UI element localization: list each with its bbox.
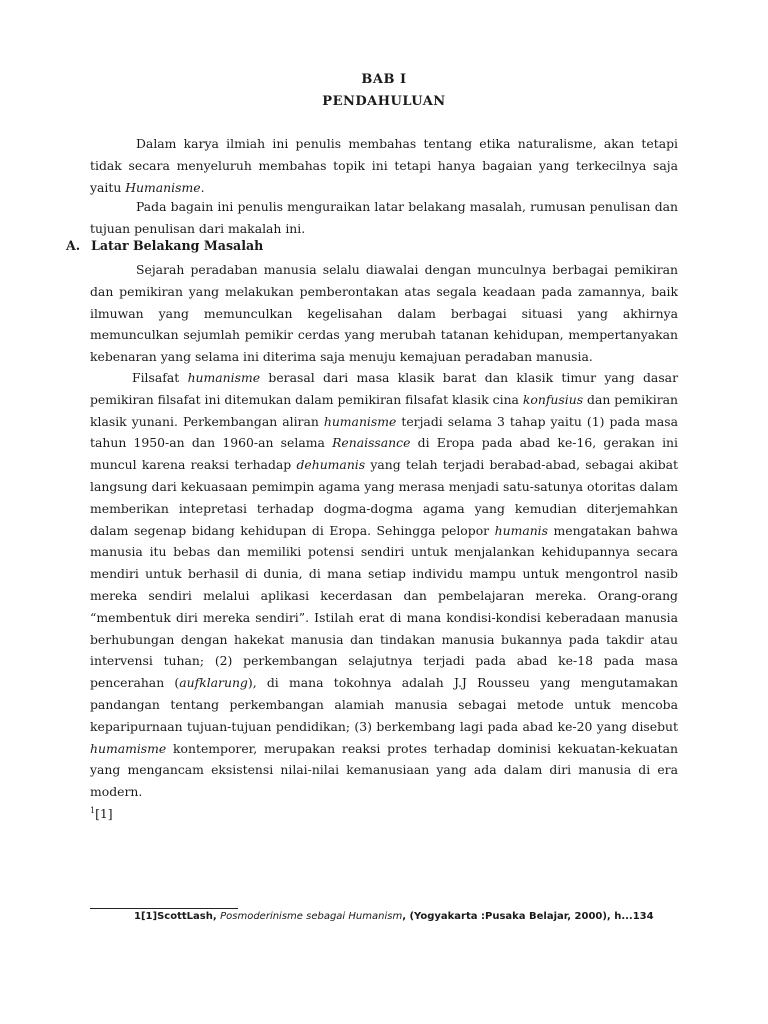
intro-p1-text: Dalam karya ilmiah ini penulis membahas tentang etika naturalisme, akan tetapi tidak secara menyeluruh membahas topik ini tetapi hanya bagaian yang terkecilnya saja yaitu (90, 136, 678, 195)
intro-p1-italic: Humanisme (125, 179, 201, 195)
italic-term: humanisme (187, 370, 261, 385)
italic-term: dehumanis (296, 457, 366, 473)
text-run: di Eropa pada abad ke-16, gerakan ini muncul karena reaksi terhadap (90, 435, 679, 473)
footnote-publication: , (Yogyakarta :Pusaka Belajar, 2000), h...134 (402, 911, 654, 922)
footnote-separator (90, 908, 238, 909)
text-run: terjadi selama 3 tahap yaitu (1) pada masa tahun 1950-an dan 1960-an selama (90, 413, 678, 451)
italic-term: aufklarung (179, 675, 248, 691)
intro-p1-end: . (200, 179, 205, 195)
chapter-title: PENDAHULUAN (322, 94, 446, 109)
section-letter: A. (66, 238, 81, 253)
italic-term: konfusius (522, 391, 584, 407)
intro-paragraph-2: Pada bagain ini penulis menguraikan latar belakang masalah, rumusan penulisan dan tujuan penulisan dari makalah ini. (90, 199, 678, 236)
footnote-number: 1 (134, 911, 141, 922)
footnote-title: Posmoderinisme sebagai Humanism (220, 911, 403, 922)
section-heading (66, 238, 263, 253)
text-run: mengatakan bahwa manusia itu bebas dan memiliki potensi sendiri untuk menjalankan kehidupannya secara mendiri untuk berhasil di dunia, di mana setiap individu mampu untuk mengontrol nasib mereka sendiri melalui aplikasi kecerdasan dan pembelajaran mereka. Orang-orang “membentuk diri mereka sendiri”. Istilah erat di mana kondisi-kondisi keberadaan manusia berhubungan dengan hakekat manusia dan tindakan manusia bukannya pada takdir atau intervensi tuhan; (2) perkembangan selajutnya terjadi pada abad ke-18 pada masa pencerahan ( (90, 522, 678, 691)
section-paragraph-2 (90, 367, 678, 825)
text-run: dan pemikiran klasik yunani. Perkembangan aliran (90, 391, 678, 429)
section-label: Latar Belakang Masalah (91, 238, 264, 253)
text-run: yang telah terjadi berabad-abad, sebagai akibat langsung dari kekuasaan pemimpin agama yang merasa menjadi satu-satunya otoritas dalam memberikan intepretasi terhadap dogma-dogma agama yang kemudian diterjemahkan dalam segenap bidang kehidupan di Eropa. Sehingga pelopor (90, 457, 678, 538)
italic-term: humanisme (323, 413, 397, 429)
text-run: kontemporer, merupakan reaksi protes terhadap dominisi kekuatan-kekuatan yang mengancam eksistensi nilai-nilai kemanusiaan yang ada dalam diri manusia di era modern. (90, 740, 678, 800)
text-run: berasal dari masa klasik barat dan klasik timur yang dasar pemikiran filsafat ini ditemukan dalam pemikiran filsafat klasik cina (90, 370, 678, 407)
text-run: ), di mana tokohnya adalah J.J Rousseu yang mengutamakan pandangan tentang perkembangan alamiah manusia sebagai metode untuk mencoba keparipurnaan tujuan-tujuan pendidikan; (3) berkembang lagi pada abad ke-20 yang disebut (90, 675, 678, 734)
chapter-number: BAB I (361, 72, 407, 87)
intro-paragraph-1 (90, 133, 678, 198)
italic-term: humanis (494, 522, 549, 538)
footnote-author: [1]ScottLash, (140, 911, 221, 922)
footnote (134, 911, 654, 922)
footnote-marker[interactable]: 1 (90, 805, 96, 815)
italic-term: humamisme (90, 740, 167, 756)
italic-term: Renaissance (332, 435, 411, 451)
footnote-reference[interactable]: [1] (95, 805, 113, 821)
section-paragraph-1: Sejarah peradaban manusia selalu diawalai dengan munculnya berbagai pemikiran dan pemikiran yang melakukan pemberontakan atas segala keadaan pada zamannya, baik ilmuwan yang memunculkan kegelisahan dalam berbagai situasi yang akhirnya memunculkan sejumlah pemikir cerdas yang merubah tatanan kehidupan, mempertanyakan kebenaran yang selama ini diterima saja menuju kemajuan peradaban manusia. (90, 262, 678, 365)
text-run: Filsafat (132, 370, 188, 385)
